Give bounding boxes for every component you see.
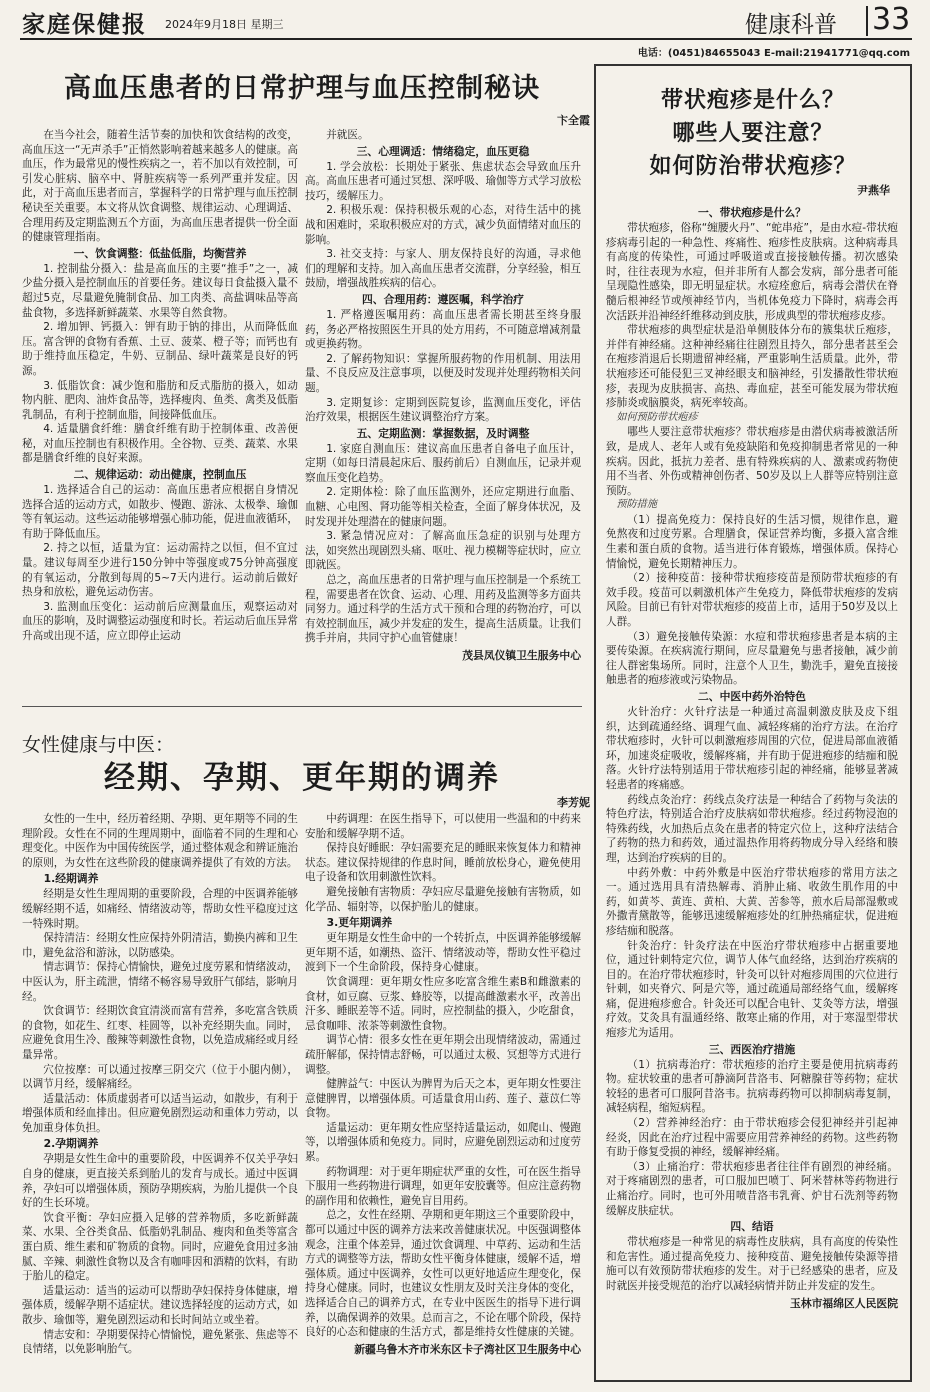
paragraph: 药物调理：对于更年期症状严重的女性，可在医生指导下服用一些药物进行调理，如更年安胶囊等。但应注意药物的副作用和依赖性，避免盲目用药。 (305, 1165, 581, 1207)
paragraph: 饮食调节：经期饮食宜清淡而富有营养，多吃富含铁质的食物，如花生、红枣、桂圆等，以补充经期失血。同时，应避免食用生冷、酸辣等刺激性食物，以免造成痛经或月经量异常。 (22, 1005, 298, 1061)
subheading: 预防措施 (616, 499, 657, 511)
paragraph: 带状疱疹是一种常见的病毒性皮肤病，具有高度的传染性和危害性。通过提高免疫力、接种疫苗、避免接触传染源等措施可以有效预防带状疱疹的发生。对于已经感染的患者，应及时就医并接受规范的治疗以减轻病情并防止并发症的发生。 (606, 1236, 898, 1292)
section-heading: 五、定期监测：掌握数据，及时调整 (356, 426, 530, 440)
sidebar-title (600, 84, 906, 183)
section-heading: 3.更年期调养 (326, 916, 393, 930)
paragraph: 情志调节：保持心情愉快，避免过度劳累和情绪波动，中医认为，肝主疏泄，情绪不畅容易导致肝气郁结，影响月经。 (22, 961, 298, 1003)
section-heading: 2.孕期调养 (43, 1137, 99, 1151)
title-line: 哪些人要注意？ (672, 120, 834, 146)
paragraph: 带状疱疹的典型症状是沿单侧肢体分布的簇集状丘疱疹，并伴有神经痛。这种神经痛往往剧烈且持久，部分患者甚至会在疱疹消退后长期遗留神经痛，严重影响生活质量。此外，带状疱疹还可能侵犯三叉神经眼支和脑神经，引发播散性带状疱疹，表现为皮肤损害、高热、毒血症，甚至可能发展为带状疱疹肺炎或脑膜炎，病死率较高。 (606, 324, 898, 410)
paragraph: 饮食调理：更年期女性应多吃富含维生素B和雌激素的食材，如豆腐、豆浆、蜂胶等，以提高雌激素水平，改善出汗多、睡眠差等不适。同时，应控制盐的摄入，少吃甜食，忌食咖啡、浓茶等刺激性食物。 (305, 975, 581, 1032)
section-heading: 一、饮食调整：低盐低脂，均衡营养 (73, 246, 247, 260)
section-name: 健康科普 (745, 12, 837, 38)
article-author: 卞全霞 (557, 114, 590, 127)
title-line: 如何防治带状疱疹？ (649, 153, 857, 179)
paragraph: 健脾益气：中医认为脾胃为后天之本，更年期女性要注意健脾胃，以增强体质。可适量食用山药、莲子、薏苡仁等食物。 (305, 1078, 581, 1120)
paragraph: 保持良好睡眠：孕妇需要充足的睡眠来恢复体力和精神状态。建议保持规律的作息时间，睡前放松身心，避免使用电子设备和饮用刺激性饮料。 (305, 842, 581, 884)
paragraph: （3）止痛治疗：带状疱疹患者往往伴有剧烈的神经痛。对于疼痛剧烈的患者，可口服加巴喷丁、阿米替林等药物进行止痛治疗。同时，也可外用喷昔洛韦乳膏、炉甘石洗剂等药物缓解皮肤症状。 (606, 1160, 898, 1217)
section-heading: 三、西医治疗措施 (708, 1042, 796, 1056)
divider (866, 6, 868, 36)
paragraph: 总之，女性在经期、孕期和更年期这三个重要阶段中，都可以通过中医的调养方法来改善健康状况。中医强调整体观念，注重个体差异，通过饮食调理、中草药、运动和生活方式的调整等方法，帮助女性平衡身体健康，缓解不适，增强体质。通过中医调养，女性可以更好地适应生理变化，保持身心健康。同时，也建议女性朋友及时关注身体的变化，选择适合自己的调养方式，在专业中医医生的指导下进行调养，以确保调养的效果。总而言之，不论在哪个阶段，保持良好的心态和健康的生活方式，都是维持女性健康的关键。 (305, 1209, 581, 1339)
page-number: 33 (872, 2, 911, 37)
header-rule (20, 38, 912, 40)
paragraph: 穴位按摩：可以通过按摩三阴交穴（位于小腿内侧），以调节月经，缓解痛经。 (22, 1063, 298, 1091)
paragraph: （2）营养神经治疗：由于带状疱疹会侵犯神经并引起神经炎，因此在治疗过程中需要应用营养神经的药物。这些药物有助于修复受损的神经，缓解神经痛。 (606, 1117, 898, 1159)
paragraph: 中药调理：在医生指导下，可以使用一些温和的中药来安胎和缓解孕期不适。 (305, 813, 581, 840)
paragraph: 避免接触有害物质：孕妇应尽量避免接触有害物质，如化学品、辐射等，以保护胎儿的健康。 (305, 885, 581, 913)
organization-byline: 茂县凤仪镇卫生服务中心 (462, 649, 581, 662)
title-line: 带状疱疹是什么？ (660, 87, 845, 113)
paragraph: 1. 严格遵医嘱用药：高血压患者需长期甚至终身服药，务必严格按照医生开具的处方用药，不可随意增减剂量或更换药物。 (305, 308, 581, 351)
paragraph: 1. 选择适合自己的运动：高血压患者应根据自身情况选择合适的运动方式，如散步、慢跑、游泳、太极拳、瑜伽等有氧运动。这些运动能够增强心肺功能，促进血液循环，有助于降低血压。 (22, 484, 298, 540)
subheading: 如何预防带状疱疹 (616, 411, 698, 423)
paragraph: （2）接种疫苗：接种带状疱疹疫苗是预防带状疱疹的有效手段。疫苗可以刺激机体产生免疫力，降低带状疱疹的发病风险。目前已有针对带状疱疹的疫苗上市，适用于50岁及以上人群。 (606, 572, 898, 629)
paragraph: 3. 社交支持：与家人、朋友保持良好的沟通，寻求他们的理解和支持。加入高血压患者交流群，分享经验，相互鼓励，增强战胜疾病的信心。 (305, 248, 581, 290)
article-column (606, 204, 898, 1376)
issue-date: 2024年9月18日 星期三 (165, 18, 284, 31)
section-heading: 二、中医中药外治特色 (698, 690, 806, 703)
paragraph: 更年期是女性生命中的一个转折点，中医调养能够缓解更年期不适，如潮热、盗汗、情绪波动等，帮助女性平稳过渡到下一个生命阶段，保持身心健康。 (305, 932, 581, 974)
organization-byline: 新疆乌鲁木齐市米东区卡子湾社区卫生服务中心 (354, 1342, 581, 1356)
paragraph: 2. 积极乐观：保持积极乐观的心态，对待生活中的挑战和困难时，采取积极应对的方式，减少负面情绪对血压的影响。 (305, 204, 581, 246)
section-heading: 四、结语 (730, 1220, 774, 1234)
paragraph: 孕期是女性生命中的重要阶段，中医调养不仅关乎孕妇自身的健康，更直接关系到胎儿的发育与成长。通过中医调养，孕妇可以增强体质，预防孕期疾病，为胎儿提供一个良好的生长环境。 (22, 1153, 298, 1210)
article-title: 高血压患者的日常护理与血压控制秘诀 (64, 73, 540, 104)
article-column (22, 128, 298, 702)
paragraph: 1. 控制盐分摄入：盐是高血压的主要“推手”之一，减少盐分摄入是控制血压的首要任务。建议每日食盐摄入量不超过5克，尽量避免腌制食品、加工肉类、高盐调味品等高盐食物，多选择新鲜蔬菜、水果等自然食物。 (22, 262, 298, 319)
section-heading: 二、规律运动：动出健康，控制血压 (73, 468, 247, 482)
article-column (305, 812, 581, 1390)
paragraph: 适量运动：适当的运动可以帮助孕妇保持身体健康，增强体质，缓解孕期不适症状。建议选择轻度的运动方式，如散步、瑜伽等，避免剧烈运动和长时间站立或坐着。 (22, 1284, 298, 1326)
article-column (22, 812, 298, 1390)
paragraph: 调节心情：很多女性在更年期会出现情绪波动，需通过疏肝解郁，保持情志舒畅，可以通过太极、冥想等方式进行调整。 (305, 1034, 581, 1076)
organization-byline: 玉林市福绵区人民医院 (790, 1296, 898, 1310)
paragraph: （1）抗病毒治疗：带状疱疹的治疗主要是使用抗病毒药物。症状较重的患者可静滴阿昔洛韦、阿糖腺苷等药物；症状较轻的患者可口服阿昔洛韦。抗病毒药物可以抑制病毒复制，减轻病程，缩短病程。 (606, 1058, 898, 1115)
paragraph: 适量运动：更年期女性应坚持适量运动，如爬山、慢跑等，以增强体质和免疫力。同时，应避免剧烈运动和过度劳累。 (305, 1121, 581, 1164)
section-heading: 四、合理用药：遵医嘱，科学治疗 (362, 292, 524, 306)
article-title: 经期、孕期、更年期的调养 (104, 760, 500, 796)
paragraph: 中药外敷：中药外敷是中医治疗带状疱疹的常用方法之一。通过选用具有清热解毒、消肿止痛、收敛生肌作用的中药，如黄芩、黄连、黄柏、大黄、苦参等，煎水后局部湿敷或外撒青黛散等，能够迅速缓解疱疹处的红肿热痛症状，促进疱疹结痂和脱落。 (606, 866, 898, 937)
paragraph: 3. 紧急情况应对：了解高血压急症的识别与处理方法，如突然出现剧烈头痛、呕吐、视力模糊等症状时，应立即就医。 (305, 530, 581, 572)
paragraph: 在当今社会，随着生活节奏的加快和饮食结构的改变，高血压这一“无声杀手”正悄然影响着越来越多人的健康。高血压，作为最常见的慢性疾病之一，若不加以有效控制，可引发心脏病、脑卒中、肾脏疾病等一系列严重并发症。因此，对于高血压患者而言，掌握科学的日常护理与血压控制秘诀至关重要。本文将从饮食调整、规律运动、心理调适、合理用药及定期监测五个方面，为高血压患者提供一份全面的健康管理指南。 (22, 129, 298, 244)
header-bar (0, 0, 930, 42)
paragraph: 3. 定期复诊：定期到医院复诊，监测血压变化，评估治疗效果，根据医生建议调整治疗方案。 (305, 396, 581, 424)
paragraph: 总之，高血压患者的日常护理与血压控制是一个系统工程，需要患者在饮食、运动、心理、用药及监测等多方面共同努力。通过科学的生活方式干预和合理的药物治疗，可以有效控制血压，减少并发症的发生，提高生活质量。让我们携手并肩，共同守护心血管健康！ (305, 574, 581, 645)
paragraph: 2. 持之以恒，适量为宜：运动需持之以恒，但不宜过量。建议每周至少进行150分钟中等强度或75分钟高强度的有氧运动，分散到每周的5~7天内进行。运动前后做好热身和放松，避免运动伤害。 (22, 542, 298, 599)
paper-name: 家庭保健报 (22, 11, 147, 38)
paragraph: 火针治疗：火针疗法是一种通过高温刺激皮肤及皮下组织，达到疏通经络、调理气血、减轻疼痛的治疗方法。在治疗带状疱疹时，火针可以刺激疱疹周围的穴位，促进局部血液循环，加速炎症吸收，缓解疼痛，并有助于促进疱疹的结痂和脱落。火针疗法特别适用于带状疱疹引起的神经痛，能够显著减轻患者的疼痛感。 (606, 706, 898, 791)
paragraph: （3）避免接触传染源：水痘和带状疱疹患者是本病的主要传染源。在疾病流行期间，应尽量避免与患者接触，减少前往人群密集场所。同时，注意个人卫生，勤洗手，避免直接接触患者的疱疹液或污染物品。 (606, 630, 898, 687)
paragraph: 适量活动：体质虚弱者可以适当运动，如散步，有利于增强体质和经血排出。但应避免剧烈运动和重体力劳动，以免加重身体负担。 (22, 1092, 298, 1134)
paragraph: 保持清洁：经期女性应保持外阴清洁，勤换内裤和卫生巾，避免盆浴和游泳，以防感染。 (22, 932, 298, 959)
paragraph: 4. 适量膳食纤维：膳食纤维有助于控制体重、改善便秘，对血压控制也有积极作用。全谷物、豆类、蔬菜、水果都是膳食纤维的良好来源。 (22, 423, 298, 465)
paragraph: 情志安和：孕期要保持心情愉悦，避免紧张、焦虑等不良情绪，以免影响胎气。 (22, 1328, 298, 1356)
paragraph: 哪些人要注意带状疱疹？带状疱疹是由潜伏病毒被激活所致，是成人、老年人或有免疫缺陷和免疫抑制患者常见的一种疾病。因此，抵抗力差者、患有特殊疾病的人、激素或药物使用不当者、外伤或精神创伤者、50岁及以上人群等应特别注意预防。 (606, 426, 898, 497)
paragraph: 3. 监测血压变化：运动前后应测量血压，观察运动对血压的影响，及时调整运动强度和时长。若运动后血压异常升高或出现不适，应立即停止运动 (22, 600, 298, 642)
paragraph: 女性的一生中，经历着经期、孕期、更年期等不同的生理阶段。女性在不同的生理周期中，面临着不同的生理和心理变化。中医作为中国传统医学，通过整体观念和辨证施治的原则，为女性在这些阶段的健康调养提供了有效的方法。 (22, 813, 298, 869)
article-column (305, 128, 581, 702)
paragraph: 1. 家庭自测血压：建议高血压患者自备电子血压计，定期（如每日清晨起床后、服药前后）自测血压，记录并观察血压变化趋势。 (305, 442, 581, 484)
paragraph: （1）提高免疫力：保持良好的生活习惯，规律作息，避免熬夜和过度劳累。合理膳食，保证营养均衡，多摄入富含维生素和蛋白质的食物。适当进行体育锻炼，增强体质。保持心情愉悦，避免长期精神压力。 (606, 513, 898, 570)
paragraph: 并就医。 (326, 129, 369, 141)
paragraph: 饮食平衡：孕妇应摄入足够的营养物质，多吃新鲜蔬菜、水果、全谷类食品、低脂奶乳制品、瘦肉和鱼类等富含蛋白质、维生素和矿物质的食物。同时，应避免食用过多油腻、辛辣、刺激性食物以及含有咖啡因和酒精的饮料，有助于胎儿的稳定。 (22, 1211, 298, 1283)
article-kicker: 女性健康与中医： (22, 734, 175, 756)
paragraph: 药线点灸治疗：药线点灸疗法是一种结合了药物与灸法的特色疗法，特别适合治疗皮肤病如带状疱疹。经过药物浸泡的特殊药线，火加热后点灸在患者的特定穴位上，这种疗法结合了药物的热力和药效，通过温热作用将药物成分导入经络和腠理，达到治疗疾病的目的。 (606, 793, 898, 864)
paragraph: 针灸治疗：针灸疗法在中医治疗带状疱疹中占据重要地位，通过针刺特定穴位，调节人体气血经络，达到治疗疾病的目的。在治疗带状疱疹时，针灸可以针对疱疹周围的穴位进行针刺，如夹脊穴、阿是穴等，通过疏通局部经络气血，缓解疼痛，促进疱疹愈合。针灸还可以配合电针、艾灸等方法，增强疗效。艾灸具有温通经络、散寒止痛的作用，对于寒湿型带状疱疹尤为适用。 (606, 939, 898, 1040)
paragraph: 3. 低脂饮食：减少饱和脂肪和反式脂肪的摄入，如动物内脏、肥肉、油炸食品等，选择瘦肉、鱼类、禽类及低脂乳制品，有利于控制血脂，间接降低血压。 (22, 379, 298, 421)
paragraph: 经期是女性生理周期的重要阶段，合理的中医调养能够缓解经期不适，如痛经、情绪波动等，帮助女性平稳度过这一特殊时期。 (22, 888, 298, 930)
article-author: 尹燕华 (857, 184, 890, 197)
paragraph: 2. 定期体检：除了血压监测外，还应定期进行血脂、血糖、心电图、肾功能等相关检查，全面了解身体状况，及时发现并处理潜在的健康问题。 (305, 486, 581, 528)
paragraph: 2. 增加钾、钙摄入：钾有助于钠的排出，从而降低血压。富含钾的食物有香蕉、土豆、菠菜、橙子等；而钙也有助于维持血压稳定，牛奶、豆制品、绿叶蔬菜是良好的钙源。 (22, 321, 298, 377)
paragraph: 带状疱疹，俗称“缠腰火丹”、“蛇串疮”，是由水痘-带状疱疹病毒引起的一种急性、疼痛性、疱疹性皮肤病。这种病毒具有高度的传染性，可通过呼吸道或直接接触传播。初次感染时，往往表现为水痘，但并非所有人都会发病，部分患者可能呈现隐性感染，即无明显症状。水痘痊愈后，病毒会潜伏在脊髓后根神经节或颅神经节内，当机体免疫力下降时，病毒会再次活跃并沿神经纤维移动到皮肤，形成典型的带状疱疹皮疹。 (606, 222, 898, 322)
section-heading: 1.经期调养 (43, 872, 99, 886)
article-author: 李芳妮 (557, 796, 590, 809)
paragraph: 2. 了解药物知识：掌握所服药物的作用机制、用法用量、不良反应及注意事项，以便及时发现并处理药物相关问题。 (305, 352, 581, 394)
contact-line: 电话：(0451)84655043 E-mail:21941771@qq.com (637, 48, 910, 59)
section-heading: 三、心理调适：情绪稳定，血压更稳 (356, 144, 530, 158)
section-heading: 一、带状疱疹是什么？ (698, 206, 806, 219)
paragraph: 1. 学会放松：长期处于紧张、焦虑状态会导致血压升高。高血压患者可通过冥想、深呼吸、瑜伽等方式学习放松技巧，缓解压力。 (305, 160, 581, 202)
article-rule (22, 706, 582, 707)
